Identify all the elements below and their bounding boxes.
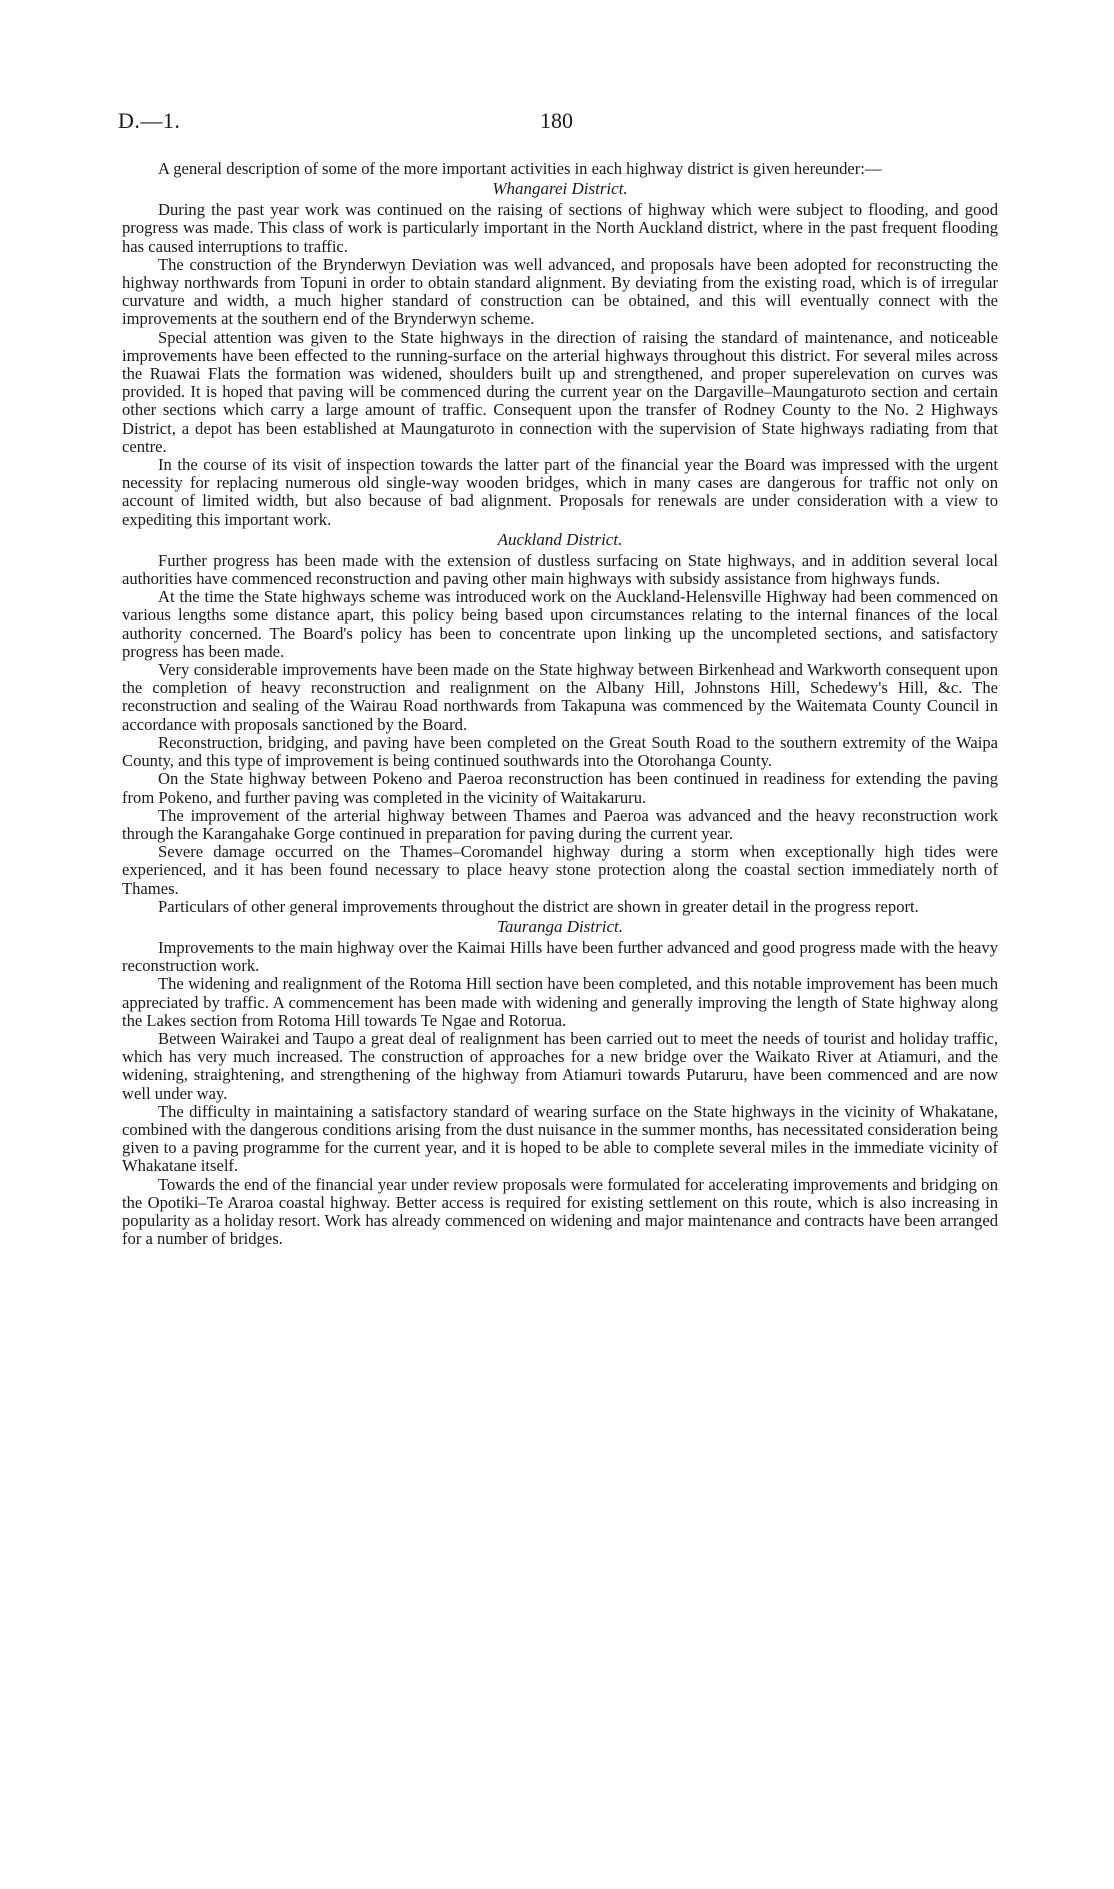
paragraph: Further progress has been made with the extension of dustless surfacing on State highways, and in addition several local authorities have commenced reconstruction and paving other main highways with subsidy assistance from highways funds. <box>122 550 998 589</box>
paragraph: During the past year work was continued on the raising of sections of highway which were subject to flooding, and good progress was made. This class of work is particularly important in the North Auckland district, where in the past frequent flooding has caused interruptions to traffic. <box>122 200 998 256</box>
section-heading-tauranga: Tauranga District. <box>497 916 623 936</box>
intro-paragraph: A general description of some of the more important activities in each highway district is given hereunder:— <box>158 159 882 178</box>
paragraph: Particulars of other general improvements throughout the district are shown in greater detail in the progress report. <box>158 896 919 916</box>
paragraph: In the course of its visit of inspection towards the latter part of the financial year the Board was impressed with the urgent necessity for replacing numerous old single-way wooden bridges, which in many cases are dangerous for traffic not only on account of limited width, but also because of bad alignment. Proposals for renewals are under consideration with a view to expediting this important work. <box>122 455 998 529</box>
section-heading-whangarei: Whangarei District. <box>492 179 628 199</box>
document-body <box>122 160 998 1248</box>
section-heading-auckland: Auckland District. <box>497 529 623 549</box>
paragraph: The difficulty in maintaining a satisfactory standard of wearing surface on the State highways in the vicinity of Whakatane, combined with the dangerous conditions arising from the dust nuisance in the summer months, has necessitated consideration being given to a paving programme for the current year, and it is hoped to be able to complete several miles in the immediate vicinity of Whakatane itself. <box>122 1101 998 1176</box>
paragraph: Towards the end of the financial year under review proposals were formulated for accelerating improvements and bridging on the Opotiki–Te Araroa coastal highway. Better access is required for existing settlement on this route, which is also increasing in popularity as a holiday resort. Work has already commenced on widening and major maintenance and contracts have been arranged for a number of bridges. <box>122 1174 998 1249</box>
paragraph: The improvement of the arterial highway between Thames and Paeroa was advanced and the heavy reconstruction work through the Karangahake Gorge continued in preparation for paving during the current year. <box>122 805 998 843</box>
document-code: D.—1. <box>118 108 181 133</box>
paragraph: At the time the State highways scheme was introduced work on the Auckland-Helensville Highway had been commenced on various lengths some distance apart, this policy being based upon circumstances relating to the internal finances of the local authority concerned. The Board's policy has been to concentrate upon linking up the uncompleted sections, and satisfactory progress has been made. <box>122 587 998 661</box>
paragraph: On the State highway between Pokeno and Paeroa reconstruction has been continued in readiness for extending the paving from Pokeno, and further paving was completed in the vicinity of Waitakaruru. <box>122 769 998 807</box>
paragraph: Reconstruction, bridging, and paving have been completed on the Great South Road to the southern extremity of the Waipa County, and this type of improvement is being continued southwards into the Otorohanga County. <box>122 732 998 771</box>
paragraph: The widening and realignment of the Rotoma Hill section have been completed, and this notable improvement has been much appreciated by traffic. A commencement has been made with widening and generally improving the length of State highway along the Lakes section from Rotoma Hill towards Te Ngae and Rotorua. <box>122 974 998 1030</box>
paragraph: Severe damage occurred on the Thames–Coromandel highway during a storm when exceptionally high tides were experienced, and it has been found necessary to place heavy stone protection along the coastal section immediately north of Thames. <box>122 842 998 898</box>
page-header <box>118 108 998 138</box>
paragraph: The construction of the Brynderwyn Deviation was well advanced, and proposals have been adopted for reconstructing the highway northwards from Topuni in order to obtain standard alignment. By deviating from the existing road, which is of irregular curvature and width, a much higher standard of construction can be obtained, and this will eventually connect with the improvements at the southern end of the Brynderwyn scheme. <box>122 254 998 329</box>
paragraph: Very considerable improvements have been made on the State highway between Birkenhead and Warkworth consequent upon the completion of heavy reconstruction and realignment on the Albany Hill, Johnstons Hill, Schedewy's Hill, &c. The reconstruction and sealing of the Wairau Road northwards from Takapuna was commenced by the Waitemata County Council in accordance with proposals sanctioned by the Board. <box>122 660 998 734</box>
paragraph: Between Wairakei and Taupo a great deal of realignment has been carried out to meet the needs of tourist and holiday traffic, which has very much increased. The construction of approaches for a new bridge over the Waikato River at Atiamuri, and the widening, straightening, and strengthening of the highway from Atiamuri towards Putaruru, have been commenced and are now well under way. <box>122 1028 998 1103</box>
page-number: 180 <box>540 108 573 133</box>
paragraph: Improvements to the main highway over the Kaimai Hills have been further advanced and good progress made with the heavy reconstruction work. <box>122 937 998 976</box>
paragraph: Special attention was given to the State highways in the direction of raising the standard of maintenance, and noticeable improvements have been effected to the running-surface on the arterial highways throughout this district. For several miles across the Ruawai Flats the formation was widened, shoulders built up and strengthened, and proper superelevation on curves was provided. It is hoped that paving will be commenced during the current year on the Dargaville–Maungaturoto section and certain other sections which carry a large amount of traffic. Consequent upon the transfer of Rodney County to the No. 2 Highways District, a depot has been established at Maungaturoto in connection with the supervision of State highways radiating from that centre. <box>122 327 998 456</box>
